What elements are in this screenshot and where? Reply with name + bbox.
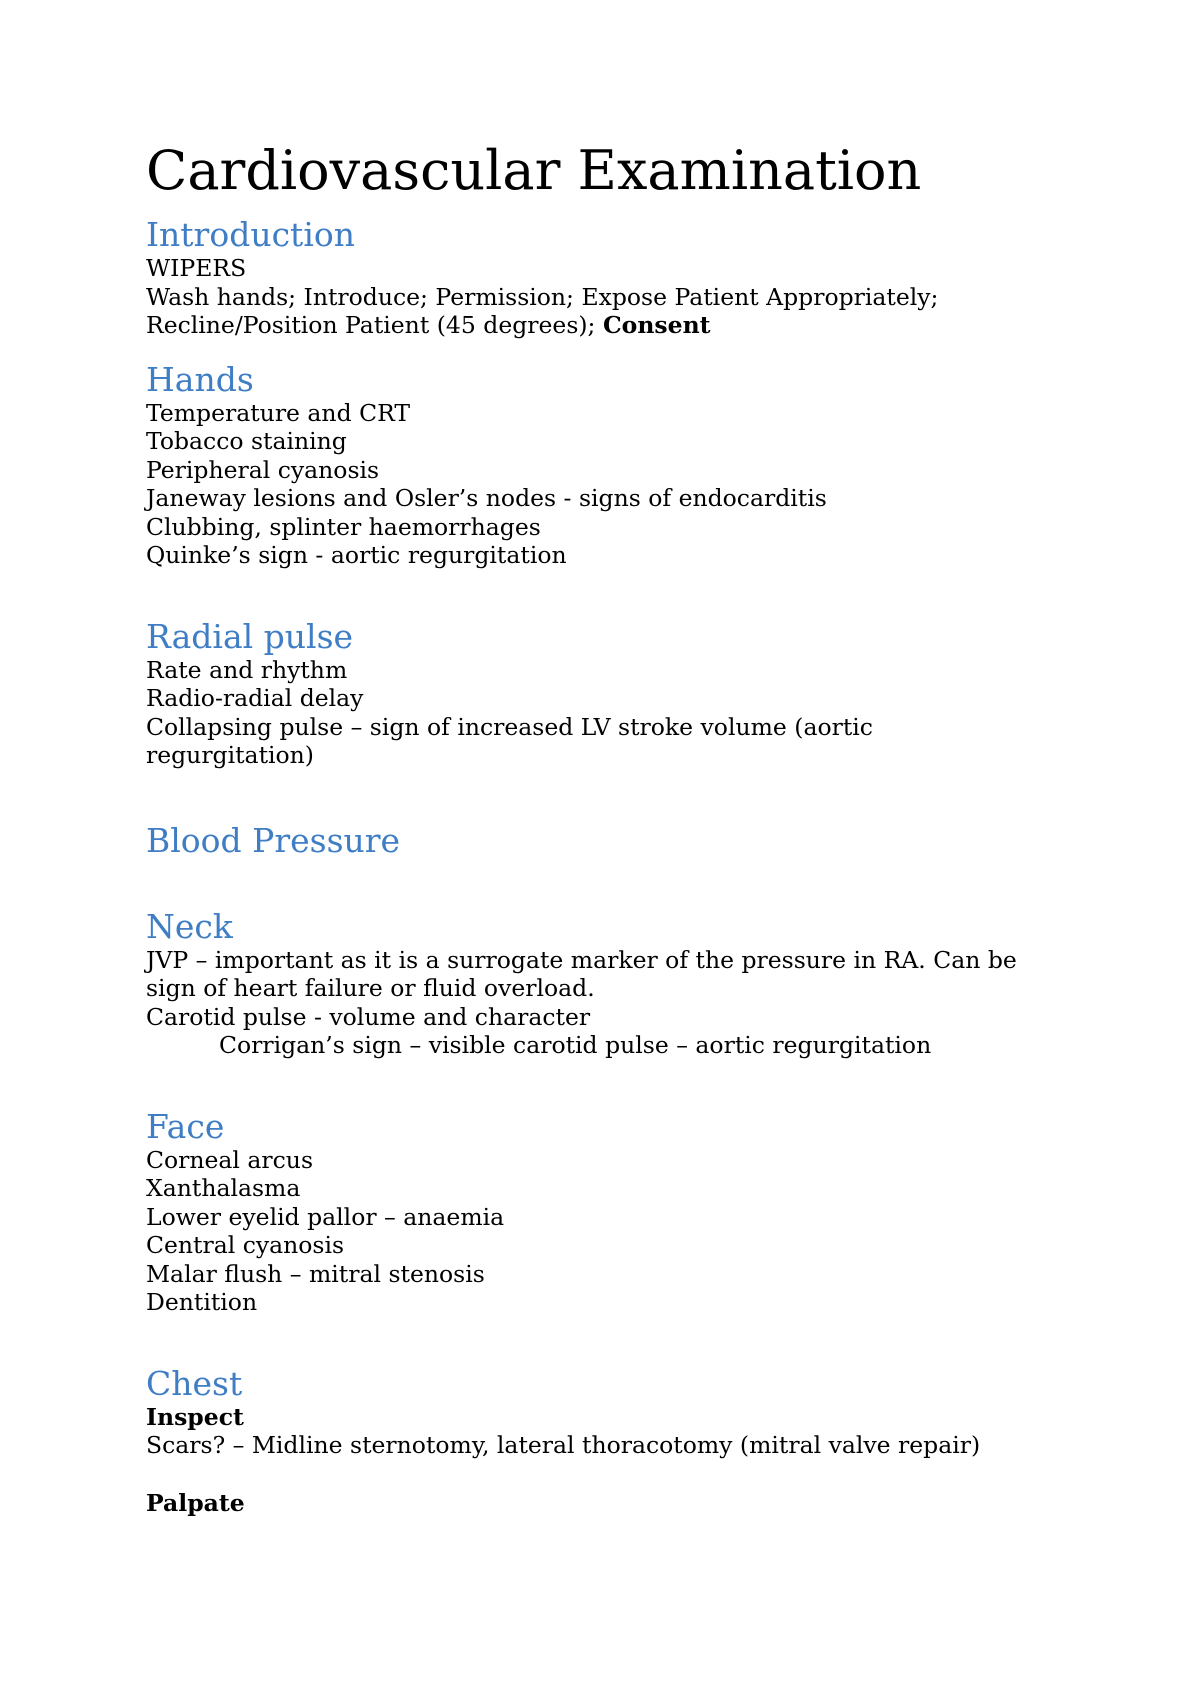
- face-heading: Face: [146, 1106, 225, 1146]
- face-item: Dentition: [146, 1288, 258, 1316]
- radial-pulse-item: Radio-radial delay: [146, 684, 364, 712]
- radial-pulse-heading: Radial pulse: [146, 616, 354, 656]
- section-chest: [146, 1365, 1066, 1518]
- face-item: Xanthalasma: [146, 1174, 301, 1202]
- chest-heading: Chest: [146, 1363, 243, 1403]
- face-item: Lower eyelid pallor – anaemia: [146, 1202, 505, 1231]
- hands-item: Quinke’s sign - aortic regurgitation: [146, 541, 567, 569]
- face-item: Central cyanosis: [146, 1231, 345, 1259]
- hands-heading: Hands: [146, 359, 254, 399]
- section-radial-pulse: [146, 618, 1066, 770]
- radial-pulse-item: regurgitation): [146, 741, 314, 769]
- section-blood-pressure: [146, 822, 1066, 860]
- radial-pulse-item: Collapsing pulse – sign of increased LV stroke volume (aortic: [146, 712, 873, 741]
- hands-item: Peripheral cyanosis: [146, 455, 380, 484]
- introduction-steps-continued: [146, 311, 1066, 340]
- section-neck: [146, 908, 1066, 1060]
- face-item: Corneal arcus: [146, 1145, 314, 1174]
- hands-item: Temperature and CRT: [146, 398, 411, 427]
- section-hands: [146, 361, 1066, 570]
- neck-item: sign of heart failure or fluid overload.: [146, 974, 595, 1002]
- face-item: Malar flush – mitral stenosis: [146, 1259, 485, 1288]
- introduction-consent: Consent: [602, 311, 711, 339]
- introduction-recline-text: Recline/Position Patient (45 degrees);: [146, 311, 603, 339]
- section-face: [146, 1108, 1066, 1317]
- document-page: [146, 138, 1066, 1517]
- blood-pressure-heading: Blood Pressure: [146, 820, 401, 860]
- hands-item: Janeway lesions and Osler’s nodes - signs of endocarditis: [146, 484, 827, 512]
- introduction-heading: Introduction: [146, 215, 355, 254]
- chest-inspect-label: Inspect: [146, 1402, 244, 1431]
- hands-item: Clubbing, splinter haemorrhages: [146, 512, 541, 541]
- neck-heading: Neck: [146, 906, 233, 946]
- neck-item: JVP – important as it is a surrogate marker of the pressure in RA. Can be: [146, 945, 1017, 974]
- introduction-steps: Wash hands; Introduce; Permission; Expose Patient Appropriately;: [146, 282, 939, 311]
- neck-item: Carotid pulse - volume and character: [146, 1002, 591, 1031]
- hands-item: Tobacco staining: [146, 427, 347, 455]
- chest-palpate-label: Palpate: [146, 1488, 245, 1517]
- introduction-acronym: WIPERS: [146, 254, 247, 282]
- section-introduction: [146, 216, 1066, 340]
- chest-inspect-item: Scars? – Midline sternotomy, lateral thoracotomy (mitral valve repair): [146, 1431, 981, 1459]
- document-title: Cardiovascular Examination: [146, 139, 922, 202]
- radial-pulse-item: Rate and rhythm: [146, 655, 348, 684]
- neck-indented-item: Corrigan’s sign – visible carotid pulse – aortic regurgitation: [219, 1031, 932, 1059]
